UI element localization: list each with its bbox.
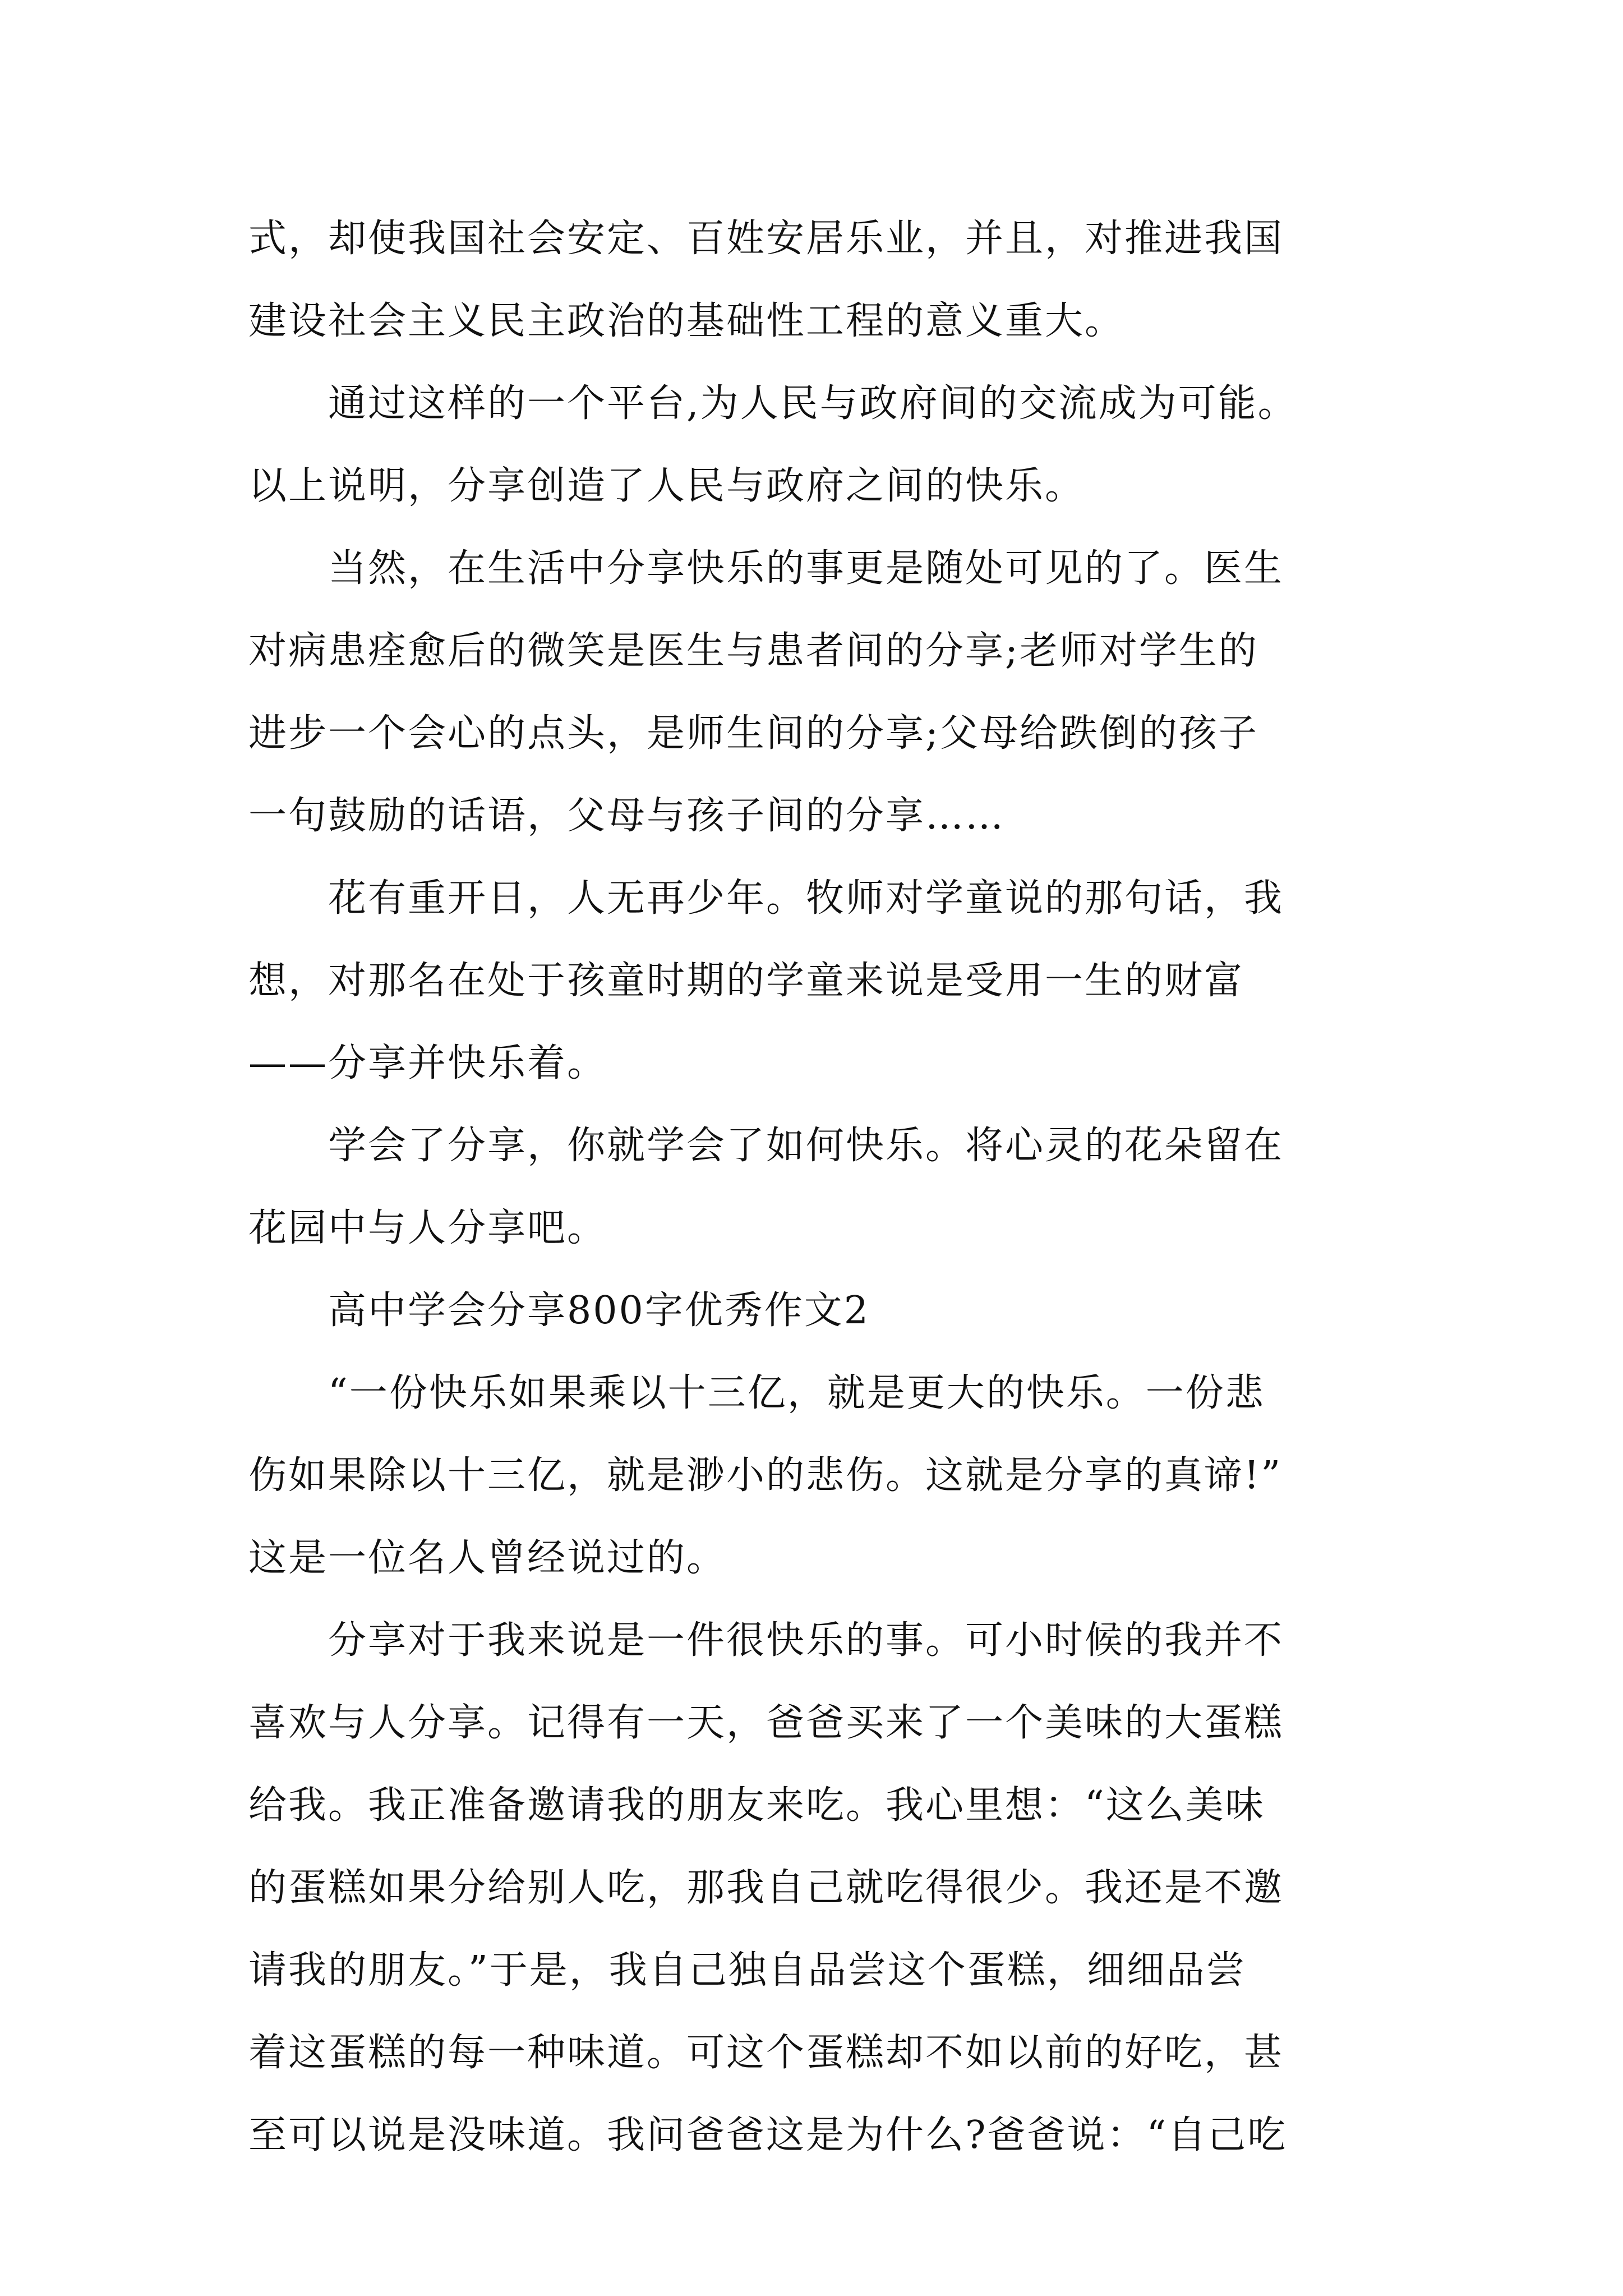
text-line: ——分享并快乐着。 <box>248 1041 607 1085</box>
text-line: 进步一个会心的点头，是师生间的分享;父母给跌倒的孩子 <box>248 711 1258 756</box>
text-line: 式，却使我国社会安定、百姓安居乐业，并且，对推进我国 <box>248 217 1284 261</box>
text-line: 想，对那名在处于孩童时期的学童来说是受用一生的财富 <box>248 959 1244 1003</box>
text-line: 以上说明，分享创造了人民与政府之间的快乐。 <box>248 464 1085 508</box>
text-line: 喜欢与人分享。记得有一天，爸爸买来了一个美味的大蛋糕 <box>248 1701 1284 1745</box>
text-line: 这是一位名人曾经说过的。 <box>248 1536 727 1580</box>
text-line: 通过这样的一个平台,为人民与政府间的交流成为可能。 <box>248 381 1298 426</box>
text-line: 对病患痊愈后的微笑是医生与患者间的分享;老师对学生的 <box>248 629 1258 673</box>
text-line: 一句鼓励的话语，父母与孩子间的分享…… <box>248 794 1006 838</box>
text-line: 的蛋糕如果分给别人吃，那我自己就吃得很少。我还是不邀 <box>248 1866 1284 1910</box>
text-line: “一份快乐如果乘以十三亿，就是更大的快乐。一份悲 <box>248 1371 1265 1415</box>
text-line: 分享对于我来说是一件很快乐的事。可小时候的我并不 <box>248 1618 1284 1663</box>
text-line: 学会了分享，你就学会了如何快乐。将心灵的花朵留在 <box>248 1124 1284 1168</box>
text-line: 给我。我正准备邀请我的朋友来吃。我心里想：“这么美味 <box>248 1783 1265 1828</box>
text-line: 请我的朋友。”于是，我自己独自品尝这个蛋糕，细细品尝 <box>248 1948 1246 1993</box>
text-line: 建设社会主义民主政治的基础性工程的意义重大。 <box>248 299 1125 343</box>
text-line: 花园中与人分享吧。 <box>248 1206 607 1250</box>
text-line: 伤如果除以十三亿，就是渺小的悲伤。这就是分享的真谛!” <box>248 1453 1283 1498</box>
text-line: 当然，在生活中分享快乐的事更是随处可见的了。医生 <box>248 546 1284 591</box>
text-line: 花有重开日，人无再少年。牧师对学童说的那句话，我 <box>248 876 1284 921</box>
text-line: 着这蛋糕的每一种味道。可这个蛋糕却不如以前的好吃，甚 <box>248 2031 1284 2075</box>
text-line: 至可以说是没味道。我问爸爸这是为什么?爸爸说：“自己吃 <box>248 2113 1288 2157</box>
section-heading: 高中学会分享800字优秀作文2 <box>248 1289 870 1333</box>
